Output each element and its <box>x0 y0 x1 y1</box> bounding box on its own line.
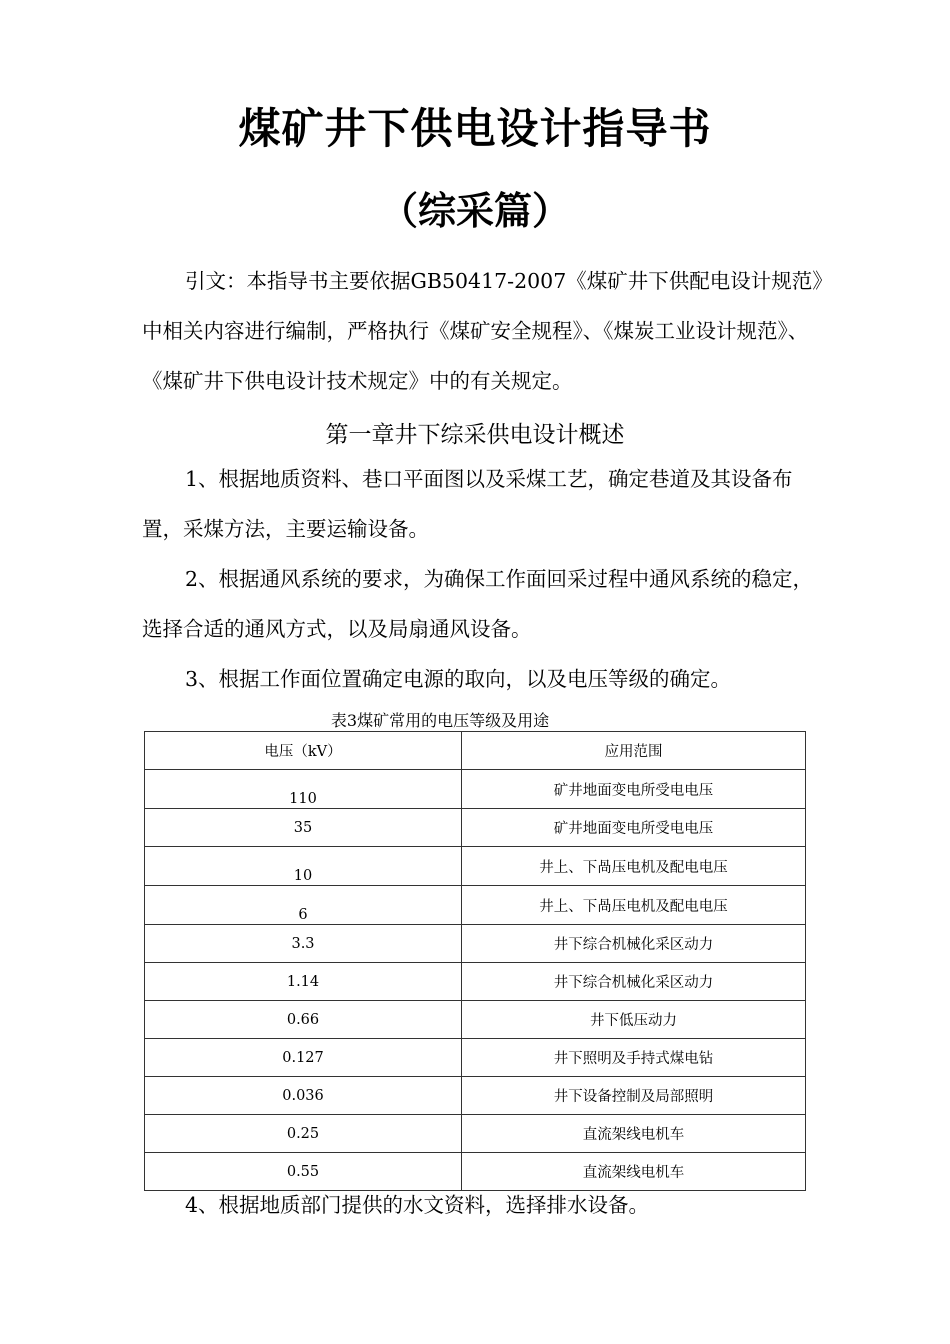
application-cell: 井上、下咼压电机及配电电压 <box>462 847 806 886</box>
voltage-cell: 3.3 <box>145 925 462 963</box>
table-row <box>145 1077 806 1115</box>
application-cell: 井下低压动力 <box>462 1001 806 1039</box>
intro-paragraph <box>142 256 832 406</box>
header-application: 应用范围 <box>462 732 806 770</box>
table-row <box>145 1115 806 1153</box>
voltage-cell: 0.25 <box>145 1115 462 1153</box>
voltage-cell: 6 <box>145 886 462 925</box>
table-row <box>145 1001 806 1039</box>
voltage-cell: 0.66 <box>145 1001 462 1039</box>
application-cell: 井下综合机械化采区动力 <box>462 925 806 963</box>
item-1-paragraph <box>142 454 832 554</box>
voltage-cell: 35 <box>145 809 462 847</box>
application-cell: 井下设备控制及局部照明 <box>462 1077 806 1115</box>
voltage-cell: 0.55 <box>145 1153 462 1191</box>
document-subtitle: （综采篇） <box>379 189 570 233</box>
voltage-table <box>144 731 806 1191</box>
voltage-cell: 110 <box>145 770 462 809</box>
chapter-heading: 第一章井下综采供电设计概述 <box>325 422 625 448</box>
item-3-text: 3、根据工作面位置确定电源的取向，以及电压等级的确定。 <box>185 667 732 691</box>
item-2-text: 2、根据通风系统的要求，为确保工作面回采过程中通风系统的稳定，选择合适的通风方式，以及局扇通风设备。 <box>142 567 814 641</box>
document-title: 煤矿井下供电设计指导书 <box>238 104 712 153</box>
table-header-row <box>145 732 806 770</box>
item-1-text: 1、根据地质资料、巷口平面图以及采煤工艺，确定巷道及其设备布置，采煤方法，主要运输设备。 <box>142 467 793 541</box>
table-caption: 表3煤矿常用的电压等级及用途 <box>330 711 550 730</box>
table-row <box>145 770 806 809</box>
table-row <box>145 847 806 886</box>
item-2-paragraph <box>142 554 832 654</box>
application-cell: 井下综合机械化采区动力 <box>462 963 806 1001</box>
item-4-paragraph <box>142 1180 832 1230</box>
table-row <box>145 886 806 925</box>
voltage-cell: 0.036 <box>145 1077 462 1115</box>
table-row <box>145 963 806 1001</box>
voltage-cell: 0.127 <box>145 1039 462 1077</box>
application-cell: 井上、下咼压电机及配电电压 <box>462 886 806 925</box>
application-cell: 直流架线电机车 <box>462 1153 806 1191</box>
table-row <box>145 925 806 963</box>
voltage-cell: 1.14 <box>145 963 462 1001</box>
voltage-cell: 10 <box>145 847 462 886</box>
item-3-paragraph <box>142 654 832 704</box>
header-voltage: 电压（kV） <box>145 732 462 770</box>
item-4-text: 4、根据地质部门提供的水文资料，选择排水设备。 <box>185 1193 650 1217</box>
intro-text: 引文：本指导书主要依据GB50417-2007《煤矿井下供配电设计规范》中相关内容进行编制，严格执行《煤矿安全规程》、《煤炭工业设计规范》、《煤矿井下供电设计技术规定》中的有关规定。 <box>142 269 823 393</box>
table-row <box>145 809 806 847</box>
application-cell: 井下照明及手持式煤电钻 <box>462 1039 806 1077</box>
application-cell: 直流架线电机车 <box>462 1115 806 1153</box>
application-cell: 矿井地面变电所受电电压 <box>462 770 806 809</box>
table-row <box>145 1039 806 1077</box>
application-cell: 矿井地面变电所受电电压 <box>462 809 806 847</box>
